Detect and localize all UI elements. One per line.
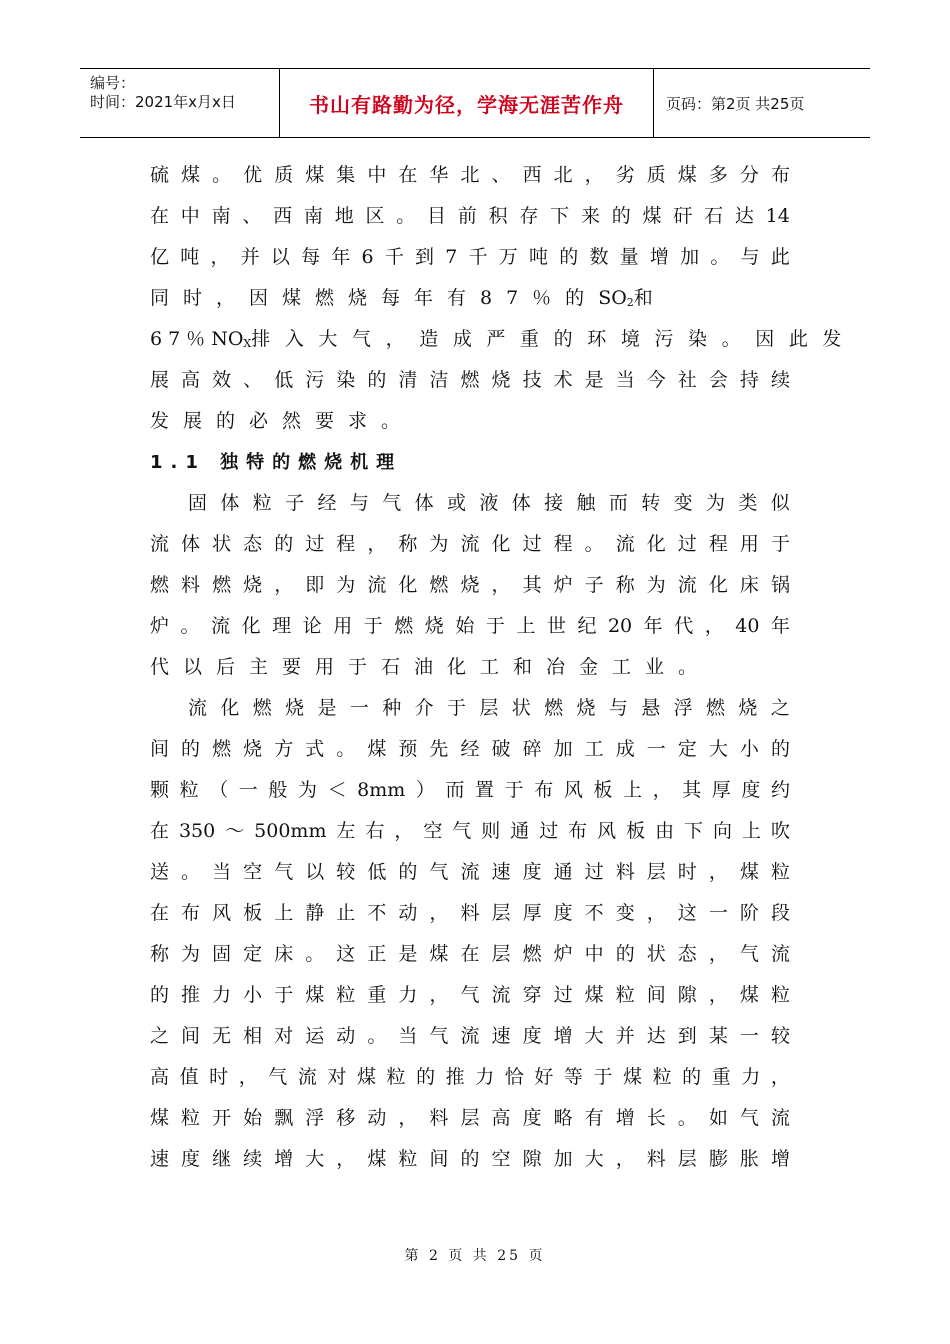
text-run: 同时，因煤燃烧每年有87％的 — [150, 287, 599, 309]
text-line: 在 350 ～ 500mm 左 右 ， 空 气 则 通 过 布 风 板 由 下 向 上 吹 — [150, 820, 790, 842]
text-line: 速 度 继 续 增 大 ， 煤 粒 间 的 空 隙 加 大 ， 料 层 膨 胀 增 — [150, 1148, 790, 1170]
text-run: 67％ — [150, 328, 212, 350]
document-body — [150, 155, 857, 1180]
header-meta — [80, 69, 280, 137]
text-line: 发展的必然要求。 — [150, 410, 415, 432]
section-heading: 1.1 独特的燃烧机理 — [150, 452, 403, 473]
text-line: 炉 。 流 化 理 论 用 于 燃 烧 始 于 上 世 纪 20 年 代 ， 40 年 — [150, 615, 790, 637]
text-line: 亿 吨 ， 并 以 每 年 6 千 到 7 千 万 吨 的 数 量 增 加 。 与 此 — [150, 246, 790, 268]
text-line: 高 值 时 ， 气 流 对 煤 粒 的 推 力 恰 好 等 于 煤 粒 的 重 力 ， — [150, 1066, 790, 1088]
text-line: 固 体 粒 子 经 与 气 体 或 液 体 接 触 而 转 变 为 类 似 — [188, 492, 790, 514]
header-motto: 书山有路勤为径，学海无涯苦作舟 — [280, 69, 654, 137]
text-line: 在 布 风 板 上 静 止 不 动 ， 料 层 厚 度 不 变 ， 这 一 阶 段 — [150, 902, 790, 924]
so2-formula: $SO_2$ — [598, 287, 634, 309]
nox-formula: $NO_X$ — [211, 328, 252, 350]
number-label: 编号： — [90, 74, 136, 92]
text-line: 燃 料 燃 烧 ， 即 为 流 化 燃 烧 ， 其 炉 子 称 为 流 化 床 锅 — [150, 574, 790, 596]
text-line: 硫 煤 。 优 质 煤 集 中 在 华 北 、 西 北 ， 劣 质 煤 多 分 布 — [150, 164, 790, 186]
text-line: 颗 粒 （ 一 般 为 ＜ 8mm ） 而 置 于 布 风 板 上 ， 其 厚 度 约 — [150, 779, 790, 801]
text-line: 展 高 效 、 低 污 染 的 清 洁 燃 烧 技 术 是 当 今 社 会 持 续 — [150, 369, 790, 391]
text-line: 在 中 南 、 西 南 地 区 。 目 前 积 存 下 来 的 煤 矸 石 达 14 — [150, 205, 790, 227]
text-line: 流 化 燃 烧 是 一 种 介 于 层 状 燃 烧 与 悬 浮 燃 烧 之 — [188, 697, 790, 719]
time-label: 时间：2021年x月x日 — [90, 93, 236, 111]
text-line: 代以后主要用于石油化工和冶金工业。 — [150, 656, 712, 678]
text-line-so2: 同时，因煤燃烧每年有87％的 $SO_2$ 和 — [150, 278, 790, 319]
text-line: 之 间 无 相 对 运 动 。 当 气 流 速 度 增 大 并 达 到 某 一 较 — [150, 1025, 790, 1047]
text-line-nox: 67％ $NO_X$ 排入大气，造成严重的环境污染。因此发 — [150, 319, 790, 360]
text-line: 的 推 力 小 于 煤 粒 重 力 ， 气 流 穿 过 煤 粒 间 隙 ， 煤 粒 — [150, 984, 790, 1006]
text-line: 送 。 当 空 气 以 较 低 的 气 流 速 度 通 过 料 层 时 ， 煤 粒 — [150, 861, 790, 883]
text-line: 煤 粒 开 始 飘 浮 移 动 ， 料 层 高 度 略 有 增 长 。 如 气 流 — [150, 1107, 790, 1129]
text-line: 称 为 固 定 床 。 这 正 是 煤 在 层 燃 炉 中 的 状 态 ， 气 流 — [150, 943, 790, 965]
text-line: 间 的 燃 烧 方 式 。 煤 预 先 经 破 碎 加 工 成 一 定 大 小 的 — [150, 738, 790, 760]
header-page-info: 页码：第2页 共25页 — [666, 94, 805, 113]
page-header — [80, 68, 870, 138]
text-line: 流 体 状 态 的 过 程 ， 称 为 流 化 过 程 。 流 化 过 程 用 于 — [150, 533, 790, 555]
page-footer: 第 2 页 共 25 页 — [404, 1248, 546, 1264]
